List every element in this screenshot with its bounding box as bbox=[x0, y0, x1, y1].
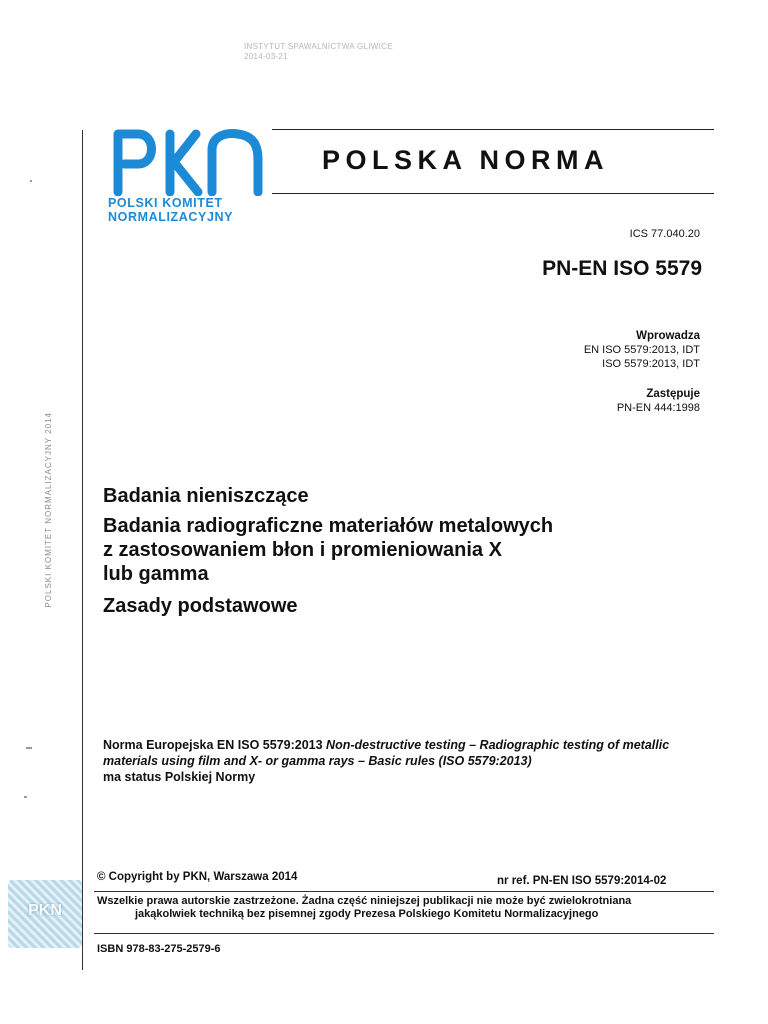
status-suffix: ma status Polskiej Normy bbox=[103, 770, 256, 784]
rights-line-2: jakąkolwiek techniką bez pisemnej zgody Prezesa Polskiego Komitetu Normalizacyjnego bbox=[135, 908, 599, 920]
header-rule-bottom bbox=[272, 193, 714, 194]
status-statement bbox=[103, 737, 703, 785]
reference-number: nr ref. PN-EN ISO 5579:2014-02 bbox=[497, 875, 667, 887]
subtitle-line-3: lub gamma bbox=[103, 563, 209, 585]
margin-line bbox=[82, 130, 83, 970]
subtitle-line-2: z zastosowaniem błon i promieniowania X bbox=[103, 539, 502, 561]
margin-mark bbox=[24, 796, 27, 798]
replaces-item: PN-EN 444:1998 bbox=[616, 402, 700, 414]
header-rule-top bbox=[272, 129, 714, 130]
margin-mark bbox=[26, 747, 32, 749]
stamp-line-2: 2014-03-21 bbox=[244, 52, 288, 61]
footer-rule-2 bbox=[94, 933, 714, 934]
replaces-block bbox=[617, 387, 700, 415]
logo-line-1: POLSKI KOMITET bbox=[108, 196, 223, 210]
rights-line-1: Wszelkie prawa autorskie zastrzeżone. Żadna część niniejszej publikacji nie może być zwielokrotniana bbox=[97, 895, 632, 907]
document-number: PN-EN ISO 5579 bbox=[542, 257, 702, 280]
introduces-item: EN ISO 5579:2013, IDT bbox=[583, 344, 700, 356]
status-english-title: Non-destructive testing – Radiographic testing of metallic materials using film and X- or gamma rays – Basic rules (ISO 5579:2013) bbox=[103, 738, 670, 768]
status-prefix: Norma Europejska EN ISO 5579:2013 bbox=[103, 738, 323, 752]
rights-notice bbox=[97, 895, 712, 921]
hologram-sticker bbox=[8, 880, 82, 948]
side-watermark-text: POLSKI KOMITET NORMALIZACYJNY 2014 bbox=[44, 412, 53, 608]
standard-heading: POLSKA NORMA bbox=[322, 145, 609, 175]
ics-code: ICS 77.040.20 bbox=[629, 228, 700, 240]
pkn-logo-mark bbox=[108, 126, 270, 196]
isbn-number: ISBN 978-83-275-2579-6 bbox=[97, 943, 221, 955]
logo-line-2: NORMALIZACYJNY bbox=[108, 210, 234, 224]
replaces-label: Zastępuje bbox=[646, 388, 700, 400]
introduces-item: ISO 5579:2013, IDT bbox=[602, 358, 700, 370]
footer-rule-1 bbox=[94, 891, 714, 892]
main-title: Badania nieniszczące bbox=[103, 485, 309, 507]
introduces-label: Wprowadza bbox=[636, 330, 700, 342]
subtitle-line-1: Badania radiograficzne materiałów metalowych bbox=[103, 515, 554, 537]
received-stamp bbox=[244, 42, 393, 62]
part-title: Zasady podstawowe bbox=[103, 595, 298, 617]
hologram-text: PKN bbox=[28, 902, 62, 919]
introduces-block bbox=[584, 329, 700, 371]
document-titles bbox=[103, 484, 703, 618]
pkn-logo bbox=[108, 126, 278, 224]
margin-mark bbox=[30, 180, 32, 182]
copyright-text: © Copyright by PKN, Warszawa 2014 bbox=[97, 871, 298, 883]
subtitle bbox=[103, 514, 703, 586]
stamp-line-1: INSTYTUT SPAWALNICTWA GLIWICE bbox=[244, 42, 393, 51]
